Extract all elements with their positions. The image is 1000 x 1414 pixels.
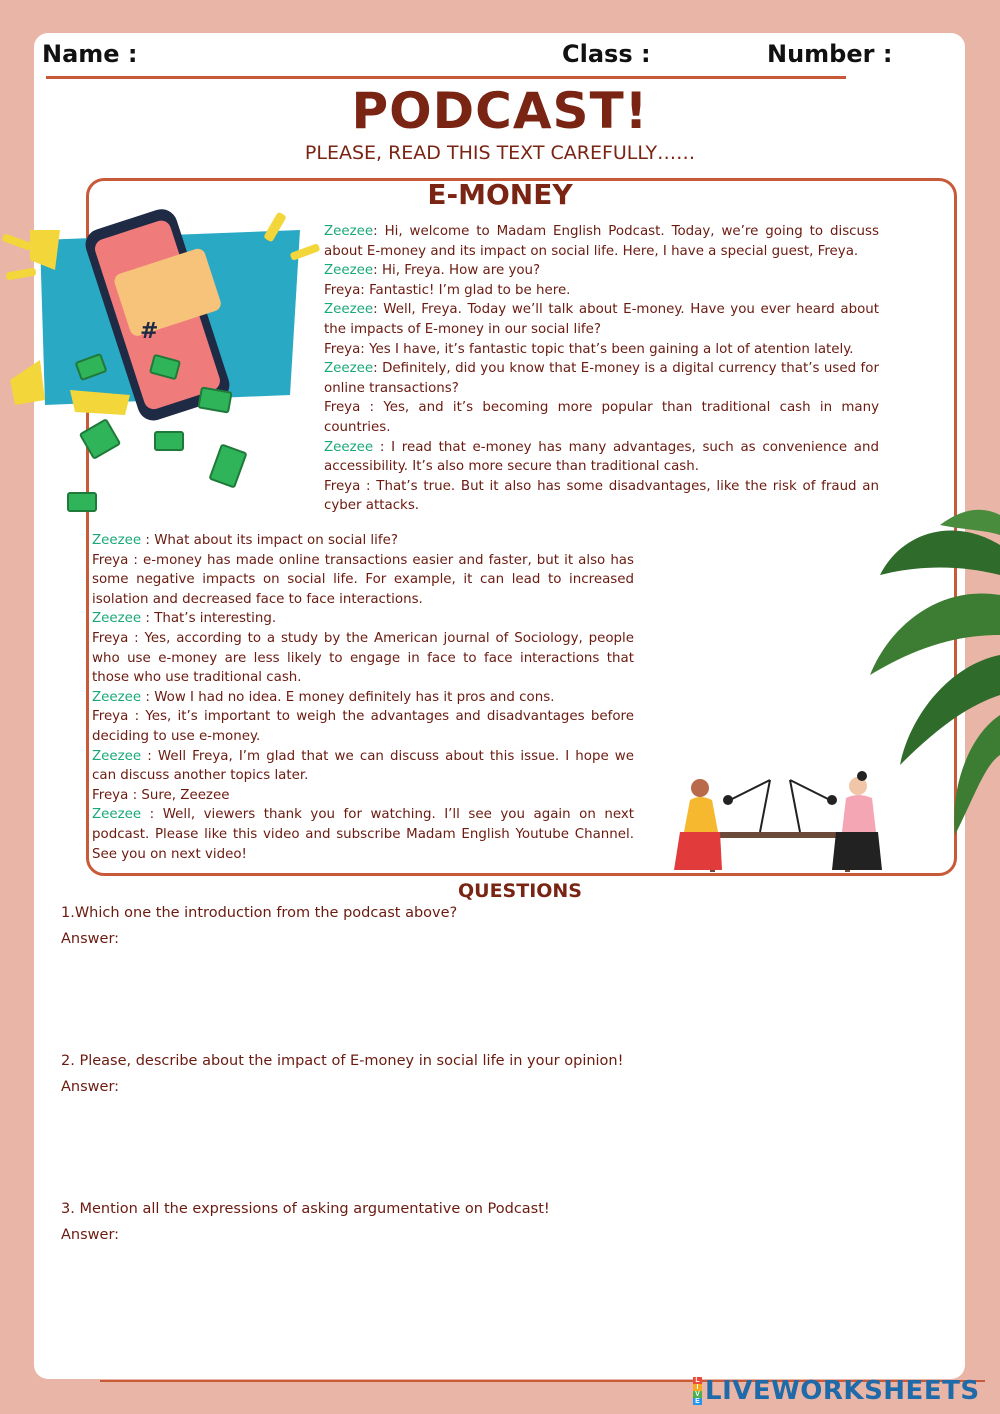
number-label: Number : <box>767 40 893 68</box>
logo-letter: V <box>693 1391 702 1398</box>
dialogue-line <box>324 261 879 281</box>
speaker-name: Zeezee <box>324 302 374 318</box>
dialogue-text: Hi, welcome to Madam English Podcast. Today, we’re going to discuss about E-money and its impact on social life. Here, I have a special guest, Freya. <box>324 224 879 259</box>
speaker-separator: : <box>141 807 163 823</box>
dialogue-line <box>324 477 879 516</box>
logo-live-badge <box>693 1377 702 1405</box>
liveworksheets-logo[interactable] <box>693 1376 980 1406</box>
speaker-separator: : <box>373 361 383 377</box>
questions-title: QUESTIONS <box>457 880 582 902</box>
dialogue-text: Freya : That’s true. But it also has some disadvantages, like the risk of fraud an cyber attacks. <box>324 478 879 514</box>
question-2: 2. Please, describe about the impact of E-money in social life in your opinion! <box>61 1053 624 1069</box>
speaker-separator: : <box>141 533 155 548</box>
dialogue-line <box>324 222 879 261</box>
dialogue-line <box>92 786 634 806</box>
podcast-people-illustration <box>660 770 895 875</box>
dialogue-text: What about its impact on social life? <box>154 533 398 548</box>
header-divider <box>46 76 846 79</box>
answer-label-1: Answer: <box>61 931 120 947</box>
dialogue-text: Well, viewers thank you for watching. I’ll see you again on next podcast. Please like this video and subscribe Madam English Youtube Channel. See you on next video! <box>92 807 634 862</box>
speaker-name: Zeezee <box>324 361 374 377</box>
dialogue-line <box>92 805 634 864</box>
dialogue-line <box>92 551 634 610</box>
answer-label-2: Answer: <box>61 1079 120 1095</box>
dialogue-line <box>92 629 634 688</box>
dialogue-text: Definitely, did you know that E-money is a digital currency that’s used for online transactions? <box>324 361 879 396</box>
logo-letter: L <box>693 1377 702 1384</box>
dialogue-text: Freya: Yes I have, it’s fantastic topic that’s been gaining a lot of atention lately. <box>324 341 854 357</box>
dialogue-text: Freya : Yes, and it’s becoming more popular than traditional cash in many countries. <box>324 400 879 435</box>
speaker-name: Zeezee <box>92 748 142 764</box>
dialogue-line <box>92 707 634 746</box>
dialogue-text: Freya : Sure, Zeezee <box>92 787 230 803</box>
question-3: 3. Mention all the expressions of asking argumentative on Podcast! <box>61 1201 550 1217</box>
dialogue-line <box>324 438 879 477</box>
dialogue-text: Freya : Yes, according to a study by the American journal of Sociology, people who use e-money are less likely to engage in face to face interactions that those who use traditional cash. <box>92 630 634 686</box>
reading-title: E-MONEY <box>427 178 573 211</box>
dialogue-line <box>324 281 879 301</box>
speaker-name: Zeezee <box>324 439 374 455</box>
dialogue-text: Well, Freya. Today we’ll talk about E-money. Have you ever heard about the impacts of E-money in our social life? <box>324 302 879 337</box>
dialogue-text: Freya : e-money has made online transactions easier and faster, but it also has some negative impacts on social life. For example, it can lead to increased isolation and decreased face to face interactions. <box>92 552 634 607</box>
answer-label-3: Answer: <box>61 1227 120 1243</box>
speaker-name: Zeezee <box>92 807 142 823</box>
speaker-name: Zeezee <box>324 224 374 239</box>
page-subtitle: PLEASE, READ THIS TEXT CAREFULLY…… <box>304 142 696 164</box>
dialogue-line <box>324 359 879 398</box>
dialogue-line <box>92 531 634 551</box>
speaker-name: Zeezee <box>92 533 142 548</box>
dialogue-line <box>92 747 634 786</box>
question-1: 1.Which one the introduction from the podcast above? <box>61 905 458 921</box>
svg-text:#: # <box>140 319 159 344</box>
dialogue-top <box>324 222 879 516</box>
dialogue-line <box>92 609 634 629</box>
dialogue-text: That’s interesting. <box>154 611 277 627</box>
dialogue-text: Freya : Yes, it’s important to weigh the advantages and disadvantages before deciding to use e-money. <box>92 709 634 744</box>
logo-letter: E <box>693 1398 702 1405</box>
dialogue-text: Hi, Freya. How are you? <box>381 263 541 279</box>
dialogue-text: Wow I had no idea. E money definitely has it pros and cons. <box>154 689 555 705</box>
dialogue-text: Freya: Fantastic! I’m glad to be here. <box>324 282 571 298</box>
class-label: Class : <box>562 40 651 68</box>
speaker-separator: : <box>141 689 155 705</box>
logo-text: LIVEWORKSHEETS <box>705 1376 980 1406</box>
speaker-separator: : <box>373 439 392 455</box>
logo-letter: I <box>693 1384 702 1391</box>
dialogue-text: Well Freya, I’m glad that we can discuss about this issue. I hope we can discuss another topics later. <box>92 748 634 784</box>
speaker-separator: : <box>373 224 385 239</box>
speaker-separator: : <box>141 611 155 627</box>
name-label: Name : <box>42 40 138 68</box>
speaker-name: Zeezee <box>324 263 374 279</box>
speaker-separator: : <box>373 302 384 318</box>
speaker-name: Zeezee <box>92 611 142 627</box>
phone-money-illustration <box>0 200 320 520</box>
dialogue-text: I read that e-money has many advantages, such as convenience and accessibility. It’s also more secure than traditional cash. <box>324 439 880 475</box>
dialogue-line <box>92 688 634 708</box>
speaker-separator: : <box>141 748 158 764</box>
dialogue-bottom <box>92 531 634 864</box>
dialogue-line <box>324 398 879 437</box>
dialogue-line <box>324 300 879 339</box>
page-title: PODCAST! <box>351 82 649 140</box>
dialogue-line <box>324 340 879 360</box>
speaker-name: Zeezee <box>92 689 142 705</box>
speaker-separator: : <box>373 263 382 279</box>
